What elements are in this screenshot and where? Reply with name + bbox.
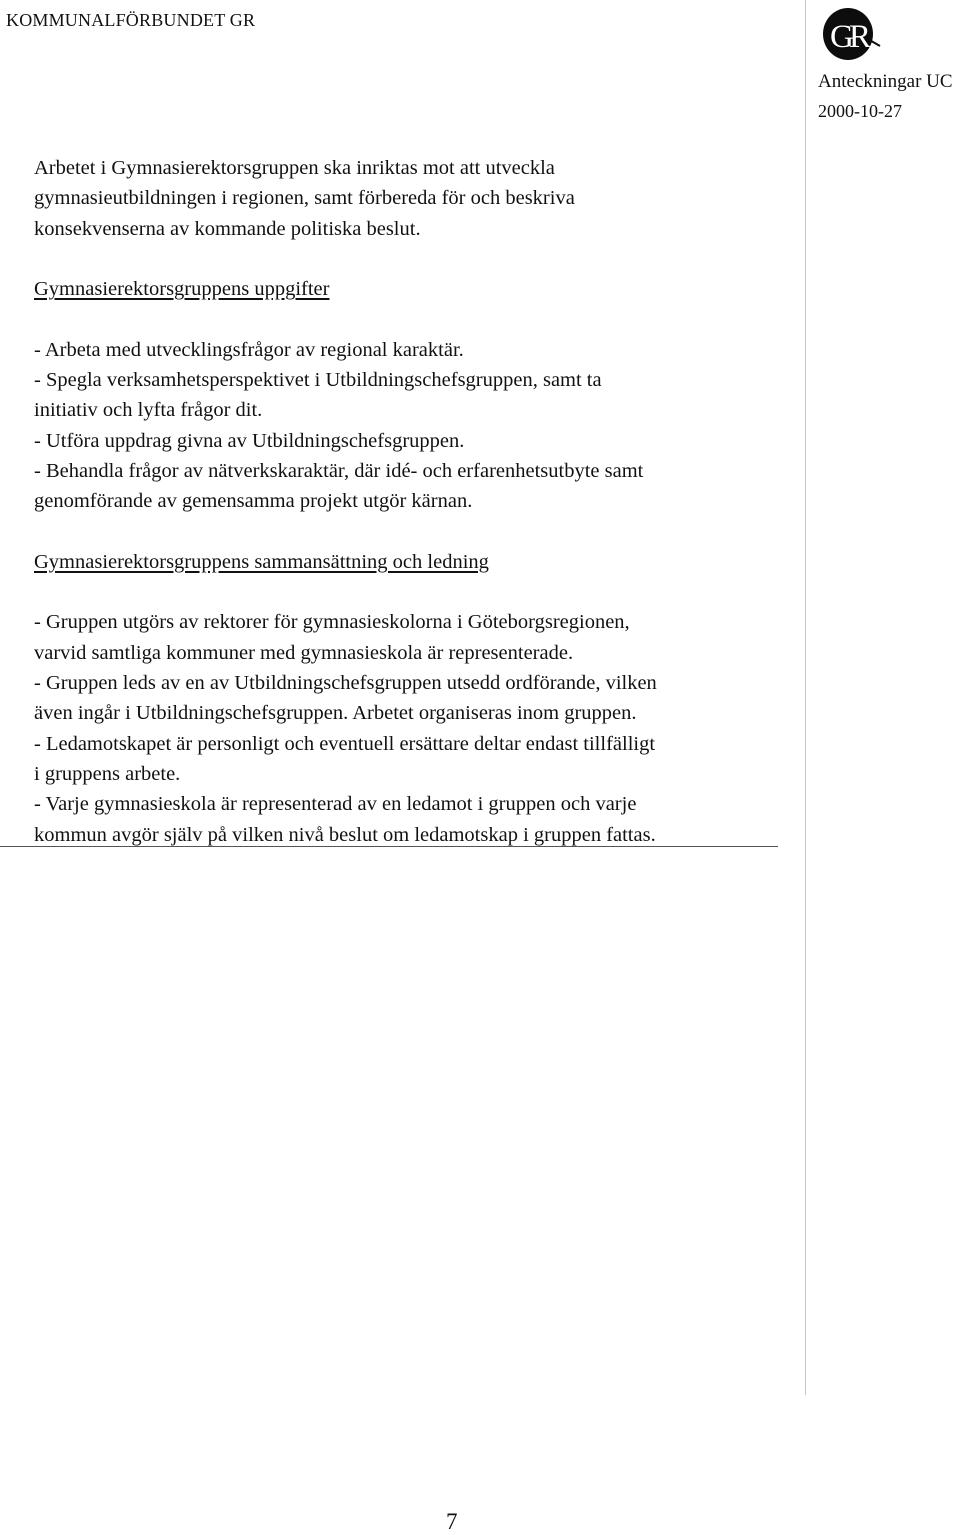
list-item: även ingår i Utbildningschefsgruppen. Arbetet organiseras inom gruppen. <box>34 702 637 725</box>
text-line: gymnasieutbildningen i regionen, samt förbereda för och beskriva <box>34 187 575 210</box>
document-body <box>34 153 794 850</box>
list-item: - Varje gymnasieskola är representerad av en ledamot i gruppen och varje <box>34 793 637 816</box>
text-line: konsekvenserna av kommande politiska beslut. <box>34 217 421 240</box>
composition-list <box>34 607 794 849</box>
list-item: - Behandla frågor av nätverkskaraktär, där idé- och erfarenhetsutbyte samt <box>34 459 644 482</box>
svg-text:G: G <box>830 19 854 55</box>
list-item: - Spegla verksamhetsperspektivet i Utbildningschefsgruppen, samt ta <box>34 369 602 392</box>
text-line: Arbetet i Gymnasierektorsgruppen ska inriktas mot att utveckla <box>34 157 555 179</box>
section-heading-tasks: Gymnasierektorsgruppens uppgifter <box>34 278 330 301</box>
document-date: 2000-10-27 <box>818 101 902 121</box>
content-end-rule <box>0 846 778 847</box>
svg-text:R: R <box>849 19 872 55</box>
list-item: - Utföra uppdrag givna av Utbildningschefsgruppen. <box>34 429 465 452</box>
list-item: genomförande av gemensamma projekt utgör kärnan. <box>34 490 473 513</box>
list-item: initiativ och lyfta frågor dit. <box>34 399 263 422</box>
list-item: varvid samtliga kommuner med gymnasieskola är representerade. <box>34 641 574 664</box>
list-item: - Arbeta med utvecklingsfrågor av regional karaktär. <box>34 338 464 361</box>
margin-divider <box>805 0 806 1395</box>
list-item: - Gruppen utgörs av rektorer för gymnasieskolorna i Göteborgsregionen, <box>34 611 630 634</box>
page-number: 7 <box>446 1509 458 1534</box>
gr-logo-icon <box>822 6 882 62</box>
list-item: kommun avgör själv på vilken nivå beslut om ledamotskap i gruppen fattas. <box>34 823 656 846</box>
section-heading-composition: Gymnasierektorsgruppens sammansättning och ledning <box>34 550 489 573</box>
intro-paragraph <box>34 153 794 244</box>
list-item: i gruppens arbete. <box>34 762 181 785</box>
organization-name: KOMMUNALFÖRBUNDET GR <box>6 10 256 30</box>
document-type: Anteckningar UC <box>818 71 953 92</box>
list-item: - Gruppen leds av en av Utbildningschefsgruppen utsedd ordförande, vilken <box>34 672 657 695</box>
list-item: - Ledamotskapet är personligt och eventuell ersättare deltar endast tillfälligt <box>34 732 656 755</box>
tasks-list <box>34 335 794 517</box>
